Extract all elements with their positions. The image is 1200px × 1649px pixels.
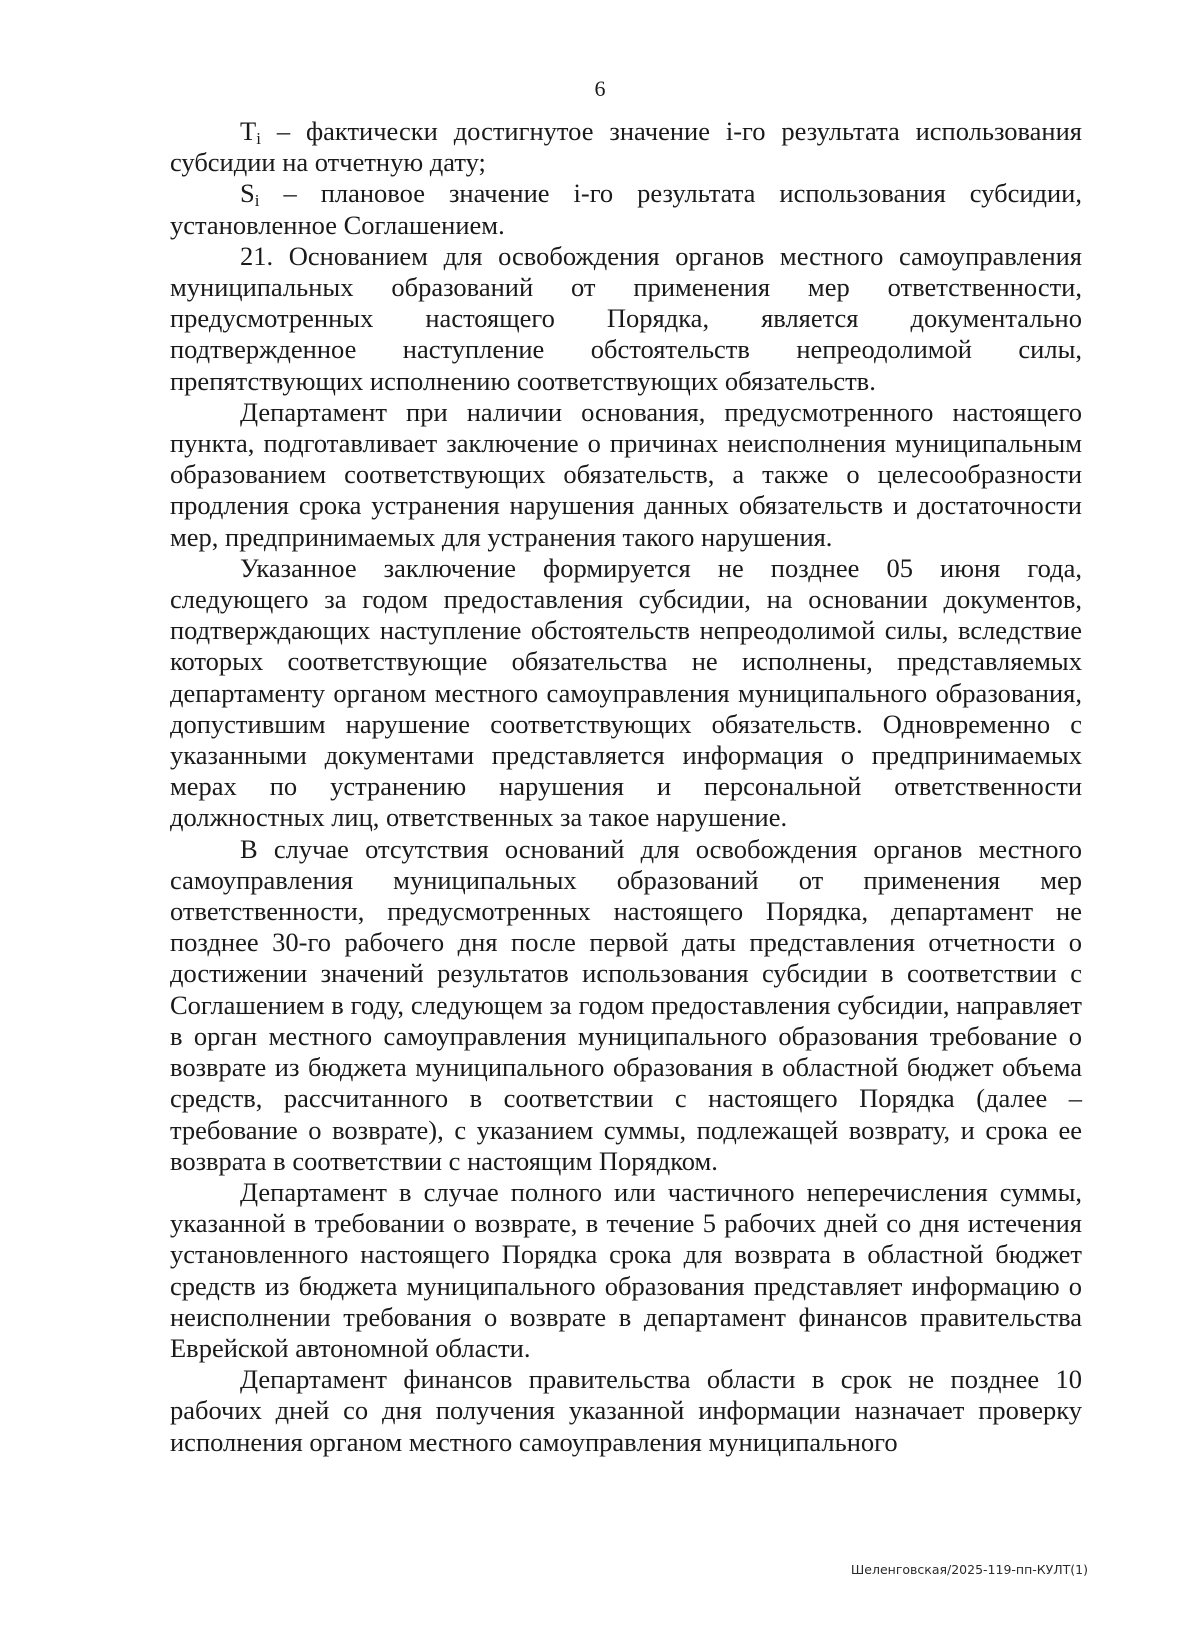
paragraph-si-definition [170, 178, 1082, 240]
paragraph-refund-requirement: В случае отсутствия оснований для освобождения органов местного самоуправления муниципальных образований от применения мер ответственности, предусмотренных настоящего Порядка, департамент не позднее 30-го рабочего дня после первой даты представления отчетности о достижении значений результатов использования субсидии в соответствии с Соглашением в году, следующем за годом предоставления субсидии, направляет в орган местного самоуправления муниципального образования требование о возврате из бюджета муниципального образования в областной бюджет объема средств, рассчитанного в соответствии с настоящего Порядка (далее – требование о возврате), с указанием суммы, подлежащей возврату, и срока ее возврата в соответствии с настоящим Порядком. [170, 833, 1082, 1176]
paragraph-ti-text: – фактически достигнутое значение i-го результата использования субсидии на отчетную дату; [170, 116, 1082, 178]
paragraph-non-transfer: Департамент в случае полного или частичного неперечисления суммы, указанной в требовании о возврате, в течение 5 рабочих дней со дня истечения установленного настоящего Порядка срока для возврата в областной бюджет средств из бюджета муниципального образования представляет информацию о неисполнении требования о возврате в департамент финансов правительства Еврейской автономной области. [170, 1176, 1082, 1363]
page-number: 6 [594, 76, 606, 101]
paragraph-conclusion-deadline: Указанное заключение формируется не позднее 05 июня года, следующего за годом предоставления субсидии, на основании документов, подтверждающих наступление обстоятельств непреодолимой силы, вследствие которых соответствующие обязательства не исполнены, представляемых департаменту органом местного самоуправления муниципального образования, допустившим нарушение соответствующих обязательств. Одновременно с указанными документами представляется информация о предпринимаемых мерах по устранению нарушения и персональной ответственности должностных лиц, ответственных за такое нарушение. [170, 552, 1082, 833]
variable-s: S [240, 178, 255, 209]
paragraph-finance-department: Департамент финансов правительства области в срок не позднее 10 рабочих дней со дня получения указанной информации назначает проверку исполнения органом местного самоуправления муниципального [170, 1364, 1082, 1457]
variable-s-subscript: i [254, 191, 260, 211]
document-code: Шеленговская/2025-119-пп-КУЛТ(1) [850, 1562, 1088, 1577]
paragraph-ti-definition [170, 116, 1082, 178]
paragraph-21: 21. Основанием для освобождения органов местного самоуправления муниципальных образований от применения мер ответственности, предусмотренных настоящего Порядка, является документально подтвержденное наступление обстоятельств непреодолимой силы, препятствующих исполнению соответствующих обязательств. [170, 240, 1082, 396]
document-body [170, 116, 1082, 1458]
variable-t-subscript: i [256, 129, 261, 148]
paragraph-si-text: – плановое значение i-го результата использования субсидии, установленное Соглашением. [170, 178, 1082, 240]
paragraph-department-conclusion: Департамент при наличии основания, предусмотренного настоящего пункта, подготавливает заключение о причинах неисполнения муниципальным образованием соответствующих обязательств, а также о целесообразности продления срока устранения нарушения данных обязательств и достаточности мер, предпринимаемых для устранения такого нарушения. [170, 396, 1082, 552]
variable-t: T [240, 116, 257, 146]
